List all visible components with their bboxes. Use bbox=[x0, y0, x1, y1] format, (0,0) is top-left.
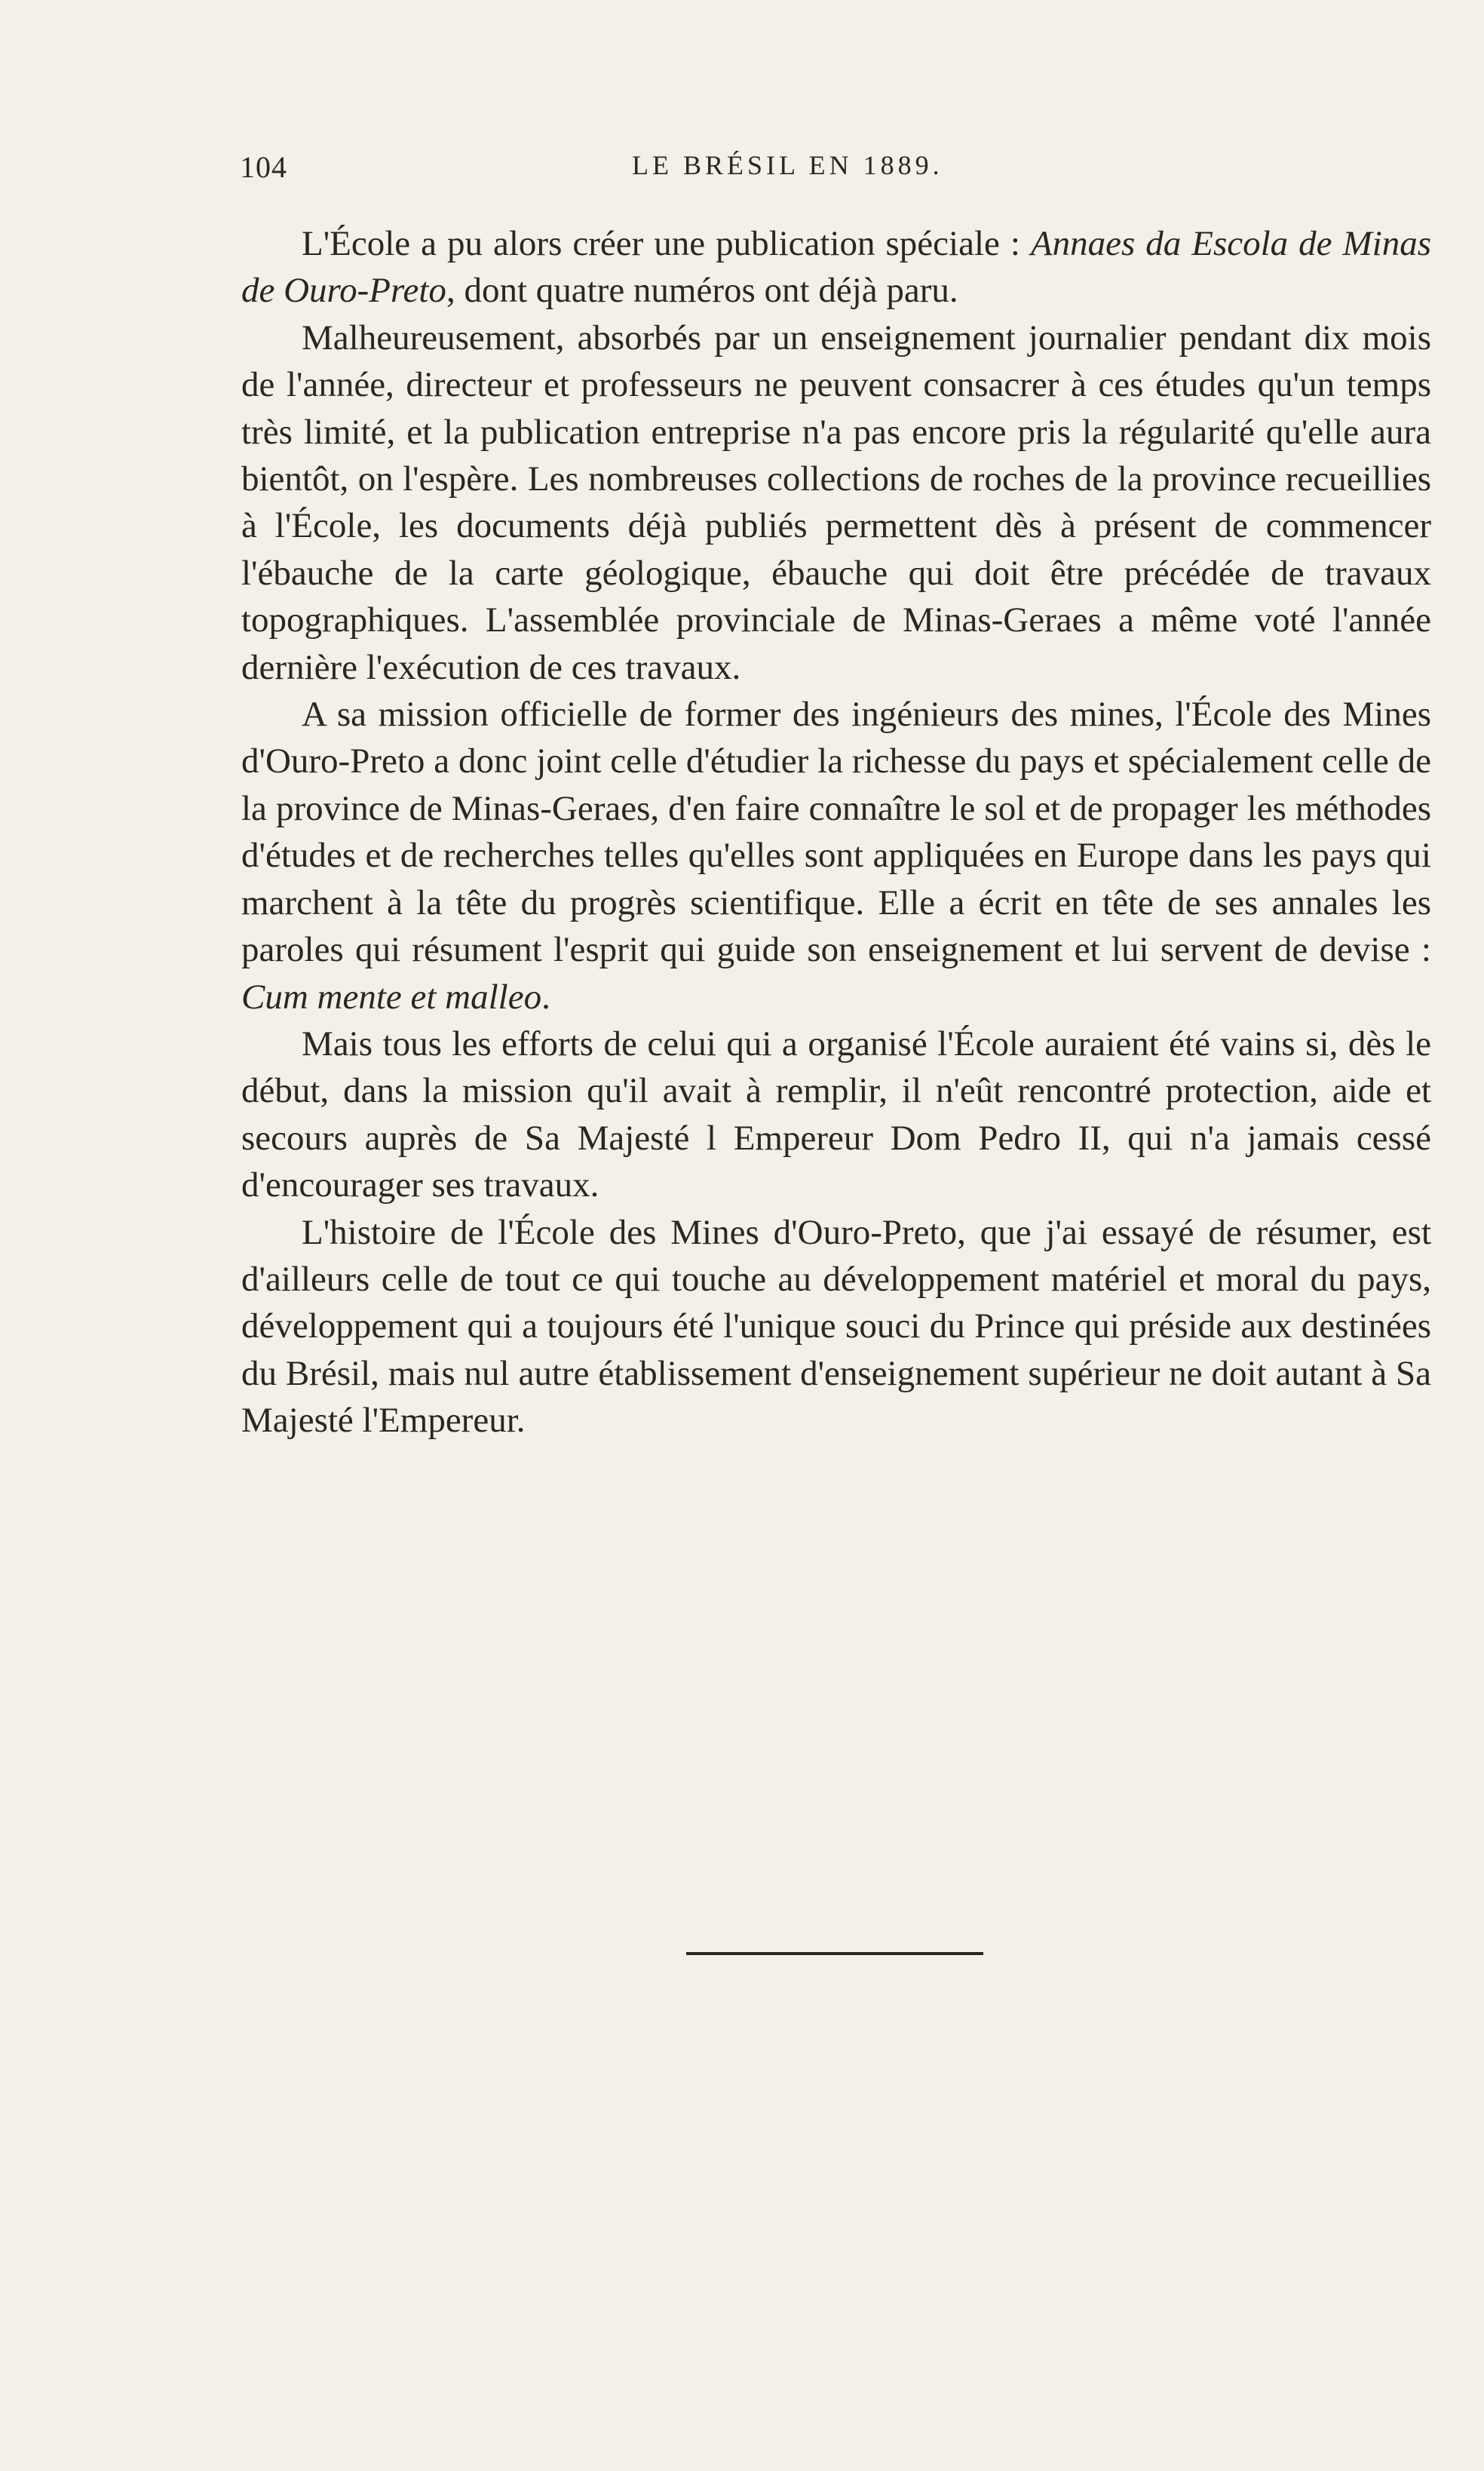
publication-title: Annaes da Escola de Minas de Ouro-Preto bbox=[241, 224, 1432, 311]
paragraph-1-text-c: , dont quatre numéros ont déjà paru. bbox=[446, 271, 958, 311]
page-header bbox=[240, 149, 1431, 195]
paragraph-3-text-a: A sa mission officielle de former des ingénieurs des mines, l'École des Mines d'Ouro-Preto a donc joint celle d'étudier la richesse du pays et spécialement celle de la province de Minas-Geraes, d'en faire connaître le sol et de propager les méthodes d'études et de recherches telles qu'elles sont appliquées en Europe dans les pays qui marchent à la tête du progrès scientifique. Elle a écrit en tête de ses annales les paroles qui résument l'esprit qui guide son enseignement et lui servent de devise : bbox=[241, 695, 1431, 970]
paragraph-5: L'histoire de l'École des Mines d'Ouro-Preto, que j'ai essayé de résumer, est d'ailleurs celle de tout ce qui touche au développement matériel et moral du pays, développement qui a toujours été l'unique souci du Prince qui préside aux destinées du Brésil, mais nul autre établissement d'enseignement supérieur ne doit autant à Sa Majesté l'Empereur. bbox=[241, 1212, 1431, 1441]
running-head: LE BRÉSIL EN 1889. bbox=[632, 150, 943, 180]
paragraph-3 bbox=[241, 691, 1431, 1021]
end-rule bbox=[686, 1952, 983, 1955]
motto: Cum mente et malleo bbox=[241, 977, 542, 1017]
paragraph-1 bbox=[241, 220, 1431, 315]
paragraph-3-text-c: . bbox=[541, 977, 550, 1017]
body-text bbox=[241, 220, 1431, 1444]
paragraph-2: Malheureusement, absorbés par un enseignement journalier pendant dix mois de l'année, directeur et professeurs ne peuvent consacrer à ces études qu'un temps très limité, et la publication entreprise n'a pas encore pris la régularité qu'elle aura bientôt, on l'espère. Les nombreuses collections de roches de la province recueillies à l'École, les documents déjà publiés permettent dès à présent de commencer l'ébauche de la carte géologique, ébauche qui doit être précédée de travaux topographiques. L'assemblée provinciale de Minas-Geraes a même voté l'année dernière l'exécution de ces travaux. bbox=[241, 318, 1431, 687]
paragraph-4: Mais tous les efforts de celui qui a organisé l'École auraient été vains si, dès le début, dans la mission qu'il avait à remplir, il n'eût rencontré protection, aide et secours auprès de Sa Majesté l Empereur Dom Pedro II, qui n'a jamais cessé d'encourager ses travaux. bbox=[241, 1024, 1431, 1205]
page-number: 104 bbox=[240, 150, 287, 184]
paragraph-1-text-a: L'École a pu alors créer une publication spéciale : bbox=[302, 224, 1031, 263]
